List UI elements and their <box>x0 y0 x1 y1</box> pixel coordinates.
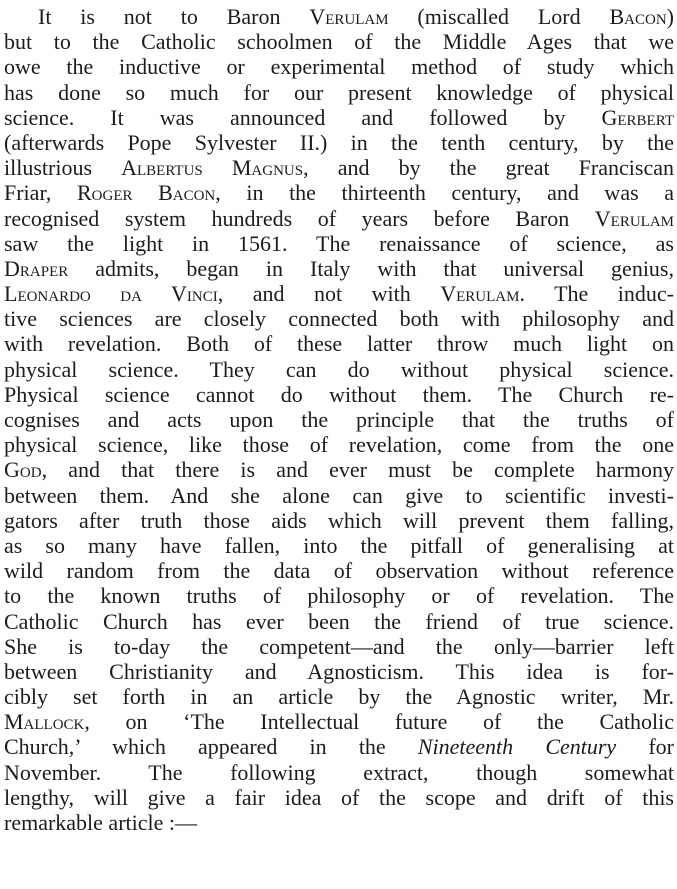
text-segment: cognises and acts upon the principle that the truths of <box>4 407 674 432</box>
text-segment: between Christianity and Agnosticism. This idea is for- <box>4 658 674 684</box>
text-line <box>4 810 674 835</box>
text-segment: admits, began in Italy with that universal genius, <box>68 255 674 281</box>
text-line <box>4 155 674 180</box>
text-line <box>4 558 674 583</box>
text-line <box>4 709 674 734</box>
text-line <box>4 231 674 256</box>
text-line <box>4 281 674 306</box>
text-segment: saw the light in 1561. The renaissance of science, as <box>4 230 674 256</box>
text-line <box>4 331 674 356</box>
name-small-caps: Verulam <box>440 281 520 307</box>
text-line <box>4 382 674 407</box>
text-segment: has done so much for our present knowledge of physical <box>4 79 674 105</box>
text-line <box>4 684 674 709</box>
text-segment: physical science. They can do without physical science. <box>4 356 674 382</box>
text-segment: with revelation. Both of these latter throw much light on <box>4 331 674 357</box>
text-segment: , on ‘The Intellectual future of the Catholic <box>84 709 674 735</box>
text-segment: wild random from the data of observation without reference <box>4 558 674 584</box>
text-line <box>4 760 674 785</box>
text-segment: lengthy, will give a fair idea of the scope and drift of this <box>4 784 674 810</box>
text-line <box>4 80 674 105</box>
name-small-caps: Verulam <box>594 205 674 231</box>
name-small-caps: God <box>4 457 42 483</box>
text-line <box>4 306 674 331</box>
text-line <box>4 483 674 508</box>
text-segment: illustrious <box>4 155 122 181</box>
text-segment: Friar, <box>4 180 77 206</box>
name-small-caps: Roger Bacon <box>76 180 216 206</box>
text-segment: recognised system hundreds of years before Baron <box>4 205 595 231</box>
text-segment: but to the Catholic schoolmen of the Middle Ages that we <box>4 29 674 55</box>
text-segment: gators after truth those aids which will prevent them falling, <box>4 507 674 533</box>
text-line <box>4 734 674 759</box>
text-segment: Physical science cannot do without them. The Church re- <box>4 381 674 407</box>
text-line <box>4 180 674 205</box>
text-line <box>4 105 674 130</box>
text-segment: She is to-day the competent—and the only—barrier left <box>4 633 674 659</box>
text-line <box>4 357 674 382</box>
text-line <box>4 508 674 533</box>
text-segment: Catholic Church has ever been the friend of true science. <box>4 608 674 634</box>
text-line <box>4 206 674 231</box>
name-small-caps: Bacon <box>609 4 667 29</box>
text-line <box>4 256 674 281</box>
name-small-caps: Leonardo da Vinci <box>4 281 218 307</box>
text-segment: (miscalled Lord <box>388 4 610 29</box>
text-line <box>4 533 674 558</box>
text-line <box>4 432 674 457</box>
text-segment: cibly set forth in an article by the Agnostic writer, Mr. <box>4 684 674 710</box>
text-line <box>4 634 674 659</box>
text-segment: remarkable article :— <box>4 810 198 835</box>
text-line <box>4 457 674 482</box>
name-small-caps: Mallock <box>4 709 85 735</box>
text-segment: Church,’ which appeared in the <box>4 734 418 760</box>
text-line <box>4 130 674 155</box>
text-segment: for <box>616 734 675 760</box>
name-small-caps: Albertus Magnus <box>121 155 304 181</box>
text-segment: , and not with <box>217 281 441 307</box>
text-segment: November. The following extract, though somewhat <box>4 759 674 785</box>
article-text <box>4 4 674 886</box>
text-line <box>4 659 674 684</box>
text-line <box>4 54 674 79</box>
text-line <box>4 29 674 54</box>
text-segment: tive sciences are closely connected both with philosophy and <box>4 306 674 332</box>
text-segment: ) <box>666 4 674 29</box>
text-segment: , and that there is and ever must be complete harmony <box>41 457 674 483</box>
text-segment: as so many have fallen, into the pitfall of generalising at <box>4 532 674 558</box>
periodical-title: Nineteenth Century <box>417 734 617 760</box>
text-segment: , and by the great Franciscan <box>303 155 674 181</box>
name-small-caps: Gerbert <box>601 104 674 130</box>
text-segment: , in the thirteenth century, and was a <box>215 180 674 206</box>
text-segment: physical science, like those of revelation, come from the one <box>4 432 674 458</box>
text-line <box>4 609 674 634</box>
text-segment: (afterwards Pope Sylvester II.) in the tenth century, by the <box>4 129 674 155</box>
text-segment: to the known truths of philosophy or of revelation. The <box>4 583 674 609</box>
name-small-caps: Verulam <box>309 4 389 29</box>
text-line <box>4 583 674 608</box>
text-line <box>4 4 674 29</box>
text-line <box>4 407 674 432</box>
text-segment: science. It was announced and followed by <box>4 104 602 130</box>
text-segment: between them. And she alone can give to scientific investi- <box>4 482 674 508</box>
text-line <box>4 785 674 810</box>
name-small-caps: Draper <box>4 255 69 281</box>
text-segment: It is not to Baron <box>38 4 310 29</box>
text-segment: . The induc- <box>519 281 674 307</box>
text-segment: owe the inductive or experimental method of study which <box>4 54 674 80</box>
